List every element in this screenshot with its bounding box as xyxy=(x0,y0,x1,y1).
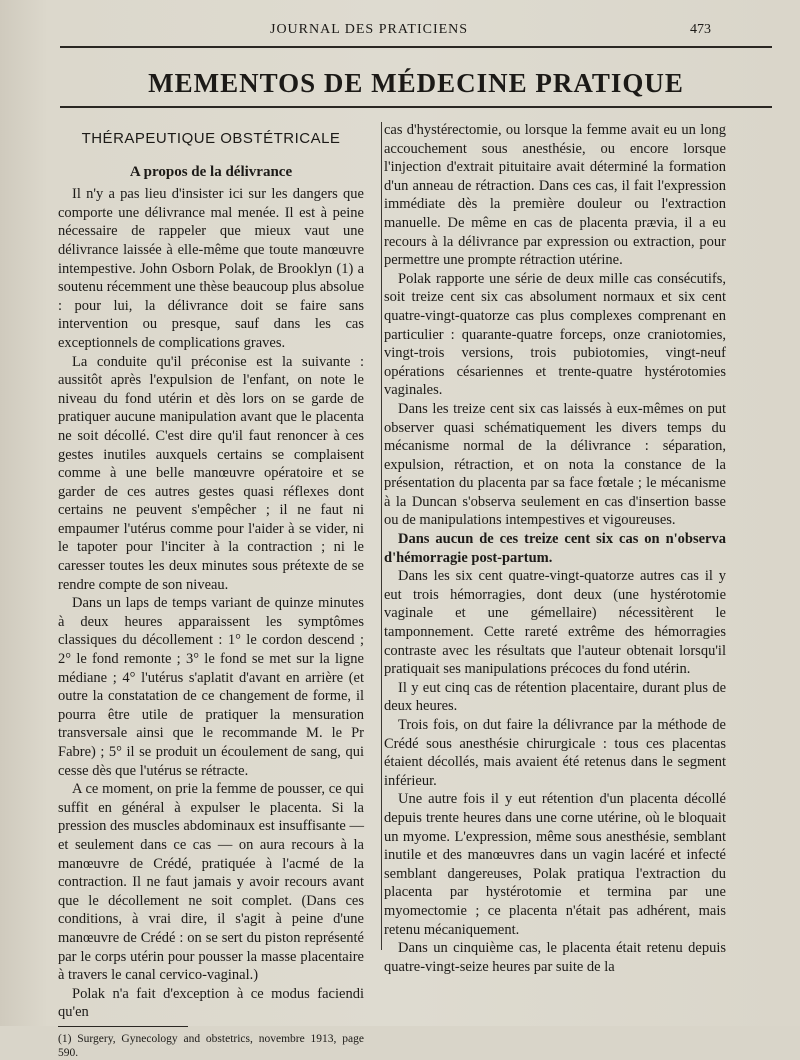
article-subheading: A propos de la délivrance xyxy=(129,163,293,180)
paragraph: Trois fois, on dut faire la délivrance par la méthode de Crédé sous anesthésie chirurgicale : tous ces placentas étaient décollés, mais avaient été retenus dans le segment inférieur. xyxy=(384,717,726,789)
paragraph: Polak rapporte une série de deux mille cas consécutifs, soit treize cent six cas absolument normaux et six cent quatre-vingt-quatorze cas plus complexes comprenant en particulier : quarante-quatre forceps, onze craniotomies, vingt-trois versions, trois pubiotomies, vingt-neuf opérations césariennes et trente-quatre hystérotomies vaginales. xyxy=(384,270,726,399)
paragraph: A ce moment, on prie la femme de pousser, ce qui suffit en général à expulser le placenta. Si la pression des muscles abdominaux est insuffisante — et seulement dans ce cas — on aura recours à la manœuvre de Crédé, pratiquée à l'acmé de la contraction. Il ne faut jamais y avoir recours avant que le décollement ne soit complet. (Dans ces conditions, à vrai dire, il s'agit à peine d'une manœuvre de Crédé : on se sert du piston représenté par le corps utérin pour pousser la masse placentaire à travers le canal cervico-vaginal.) xyxy=(58,781,364,984)
footnote: (1) Surgery, Gynecology and obstetrics, novembre 1913, page 590. xyxy=(58,1032,364,1059)
footnote-rule xyxy=(58,1026,188,1027)
paragraph: Il n'y a pas lieu d'insister ici sur les dangers que comporte une délivrance mal menée. Il est à peine nécessaire de rappeler que mieux vaut une délivrance laissée à elle-même que toute manœuvre intempestive. John Osborn Polak, de Brooklyn (1) a soutenu récemment une thèse beaucoup plus absolue : pour lui, la délivrance doit se faire sans intervention ou presque, sauf dans les cas exceptionnels de complications graves. xyxy=(58,186,365,351)
page-number: 473 xyxy=(690,22,711,37)
paragraph: Dans un laps de temps variant de quinze minutes à deux heures apparaissent les symptômes classiques du décollement : 1° le cordon descend ; 2° le fond remonte ; 3° le fond se met sur la ligne médiane ; 4° l'utérus s'aplatit d'avant en arrière (et outre la constatation de ce changement de forme, il pourra être utile de pratiquer la mensuration transversale ainsi que le recommande M. le Pr Fabre) ; 5° il se produit un écoulement de sang, qui cesse dès que l'utérus se rétracte. xyxy=(58,595,364,779)
column-divider xyxy=(381,122,382,950)
rubric-heading: THÉRAPEUTIQUE OBSTÉTRICALE xyxy=(81,130,341,147)
header-rule xyxy=(60,46,772,48)
paragraph: cas d'hystérectomie, ou lorsque la femme avait eu un long accouchement sous anesthésie, ou encore lorsque l'injection d'extrait pituitaire avait déterminé la formation d'un anneau de rétraction. Dans ces cas, il fait l'expression immédiate dès la première douleur ou l'extraction manuelle. De même en cas de placenta prævia, il a eu recours à la délivrance par expression ou extraction, pour permettre une prompte rétraction utérine. xyxy=(384,122,726,269)
paragraph: Il y eut cinq cas de rétention placentaire, durant plus de deux heures. xyxy=(384,679,726,715)
left-column xyxy=(58,126,364,1060)
bold-paragraph: Dans aucun de ces treize cent six cas on n'observa d'hémorragie post-partum. xyxy=(384,531,726,566)
paragraph: Une autre fois il y eut rétention d'un placenta décollé depuis trente heures dans une corne utérine, où le bloquait un myome. L'expression, même sous anesthésie, semblant inutile et des manœuvres dans un vagin lacéré et infecté semblant dangereuses, Polak pratiqua l'extraction du placenta par hystérotomie et termina par une myomectomie ; ce placenta n'était pas adhérent, mais retenu mécaniquement. xyxy=(384,791,726,938)
section-rule xyxy=(60,106,772,108)
paragraph: Dans un cinquième cas, le placenta était retenu depuis quatre-vingt-seize heures par suite de la xyxy=(384,940,726,975)
running-head xyxy=(0,18,800,44)
paragraph: Dans les treize cent six cas laissés à eux-mêmes on put observer quasi schématiquement les divers temps du mécanisme normal de la délivrance : séparation, expulsion, rétraction, et on nota la constance de la présentation du placenta par sa face fœtale ; le mécanisme à la Duncan s'observa seulement en cas d'insertion basse ou de manipulations intempestives et vigoureuses. xyxy=(384,400,726,529)
right-column xyxy=(384,121,726,976)
paragraph: Dans les six cent quatre-vingt-quatorze autres cas il y eut trois hémorragies, dont deux (une hystérotomie vaginale et une gémellaire) nécessitèrent le tamponnement. Cette rareté extrême des hémorragies contraste avec les résultats que l'auteur obtenait lorsqu'il pratiquait ses manipulations précoces du fond utérin. xyxy=(384,568,726,678)
paragraph: Polak n'a fait d'exception à ce modus faciendi qu'en xyxy=(58,985,364,1021)
section-title: MEMENTOS DE MÉDECINE PRATIQUE xyxy=(148,68,684,98)
paragraph: La conduite qu'il préconise est la suivante : aussitôt après l'expulsion de l'enfant, on note le niveau du fond utérin et dès lors on se garde de pratiquer aucune manipulation avant que le placenta ne soit décollé. C'est dire qu'il faut renoncer à ces gestes inutiles auxquels certains se complaisent comme à une belle manœuvre opératoire et se garder de ces autres gestes quasi réflexes dont certains ne peuvent s'empêcher ; il ne faut ni empaumer l'utérus comme pour l'aider à se vider, ni le tapoter pour l'inciter à la contraction ; ni le caresser toutes les deux minutes sous prétexte de se rendre compte de son niveau. xyxy=(58,353,364,593)
journal-title: JOURNAL DES PRATICIENS xyxy=(270,22,469,37)
